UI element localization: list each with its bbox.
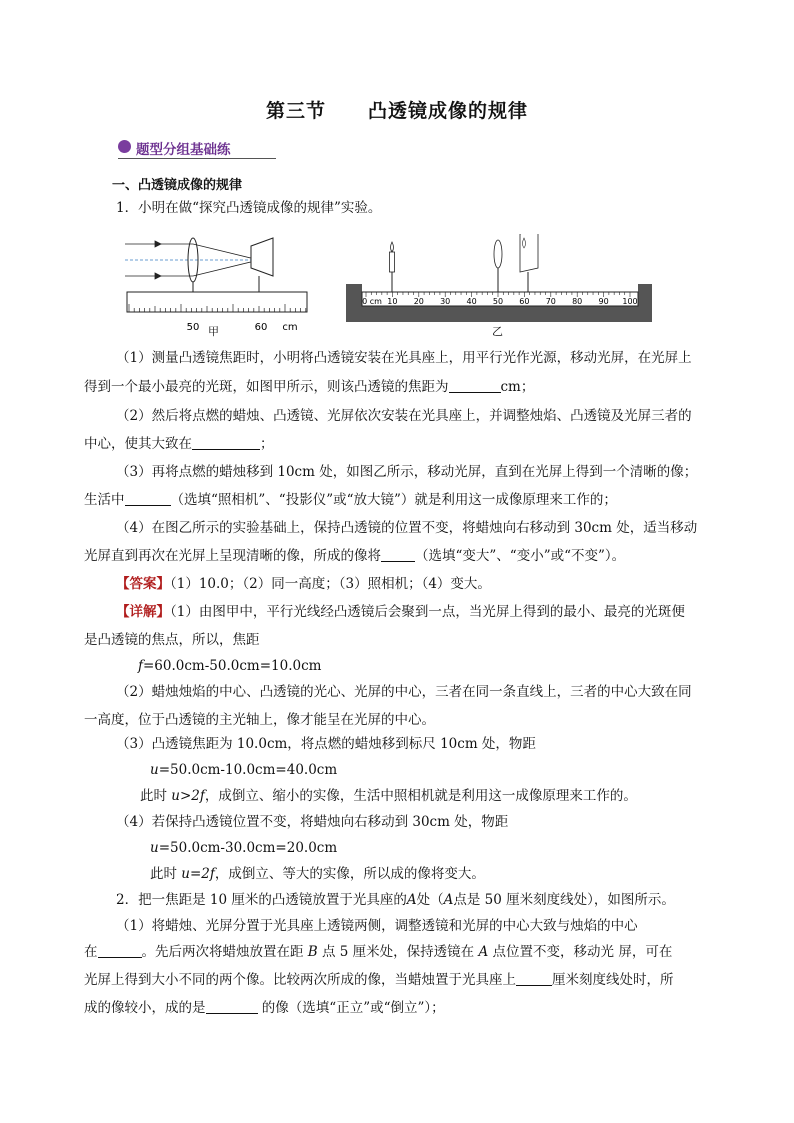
tick-label: 0 cm [362,297,382,306]
detail-4c: 此时 u=2f，成倒立、等大的实像，所以成的像将变大。 [150,866,485,882]
tick-label: 90 [598,297,609,306]
answer-blank-5[interactable] [98,943,142,958]
tick-label: 10 [387,297,398,306]
q2-p1d: 成的像较小，成的是 的像（选填“正立”或“倒立”）； [84,1000,445,1016]
figure-yi [342,234,654,326]
section-number: 第三节 [265,100,326,122]
detail-2a: （2）蜡烛烛焰的中心、凸透镜的光心、光屏的中心，三者在同一条直线上，三者的中心大致在同 [116,684,692,700]
formula-u1: u=50.0cm-10.0cm=40.0cm [150,762,338,778]
tick-label-50: 50 [186,322,200,333]
screen [520,234,538,292]
heading-1: 一、凸透镜成像的规律 [112,178,243,193]
q2-p1b: 在 。先后两次将蜡烛放置在距 B 点 5 厘米处，保持透镜在 A 点位置不变，移动光 屏，可在 [84,944,673,960]
q2-stem: 2．把一焦距是 10 厘米的凸透镜放置于光具座的A处（A点是 50 厘米刻度线处），如图所示。 [116,892,675,908]
answer-blank-2[interactable] [192,435,260,450]
q1-p1b: 得到一个最小最亮的光斑，如图甲所示，则该凸透镜的焦距为 cm； [84,379,535,395]
detail-3a: （3）凸透镜焦距为 10.0cm，将点燃的蜡烛移到标尺 10cm 处，物距 [116,736,536,752]
tick-label: 30 [440,297,451,306]
tick-label-cm: cm [282,322,298,333]
tick-label: 20 [413,297,424,306]
tag-label: 题型分组基础练 [136,142,231,158]
bullet-dot-icon [118,140,131,153]
q1-p3b: 生活中 （选填“照相机”、“投影仪”或“放大镜”）就是利用这一成像原理来工作的； [84,492,617,508]
answer-blank-1[interactable] [449,378,501,393]
tick-label-60: 60 [254,322,268,333]
detail-line-2: 是凸透镜的焦点，所以，焦距 [84,632,260,648]
detail-line-1: 【详解】（1）由图甲中，平行光线经凸透镜后会聚到一点，当光屏上得到的最小、最亮的光斑便 [116,604,685,620]
answer-label: 【答案】 [116,576,170,592]
answer-blank-7[interactable] [206,999,258,1014]
detail-4a: （4）若保持凸透镜位置不变，将蜡烛向右移动到 30cm 处，物距 [116,814,509,830]
tick-label: 50 [492,297,504,306]
detail-3c: 此时 u>2f，成倒立、缩小的实像，生活中照相机就是利用这一成像原理来工作的。 [140,788,637,804]
q1-p4a: （4）在图乙所示的实验基础上，保持凸透镜的位置不变，将蜡烛向右移动到 30cm 处，适当移动 [116,520,698,536]
tick-label: 70 [545,297,556,306]
formula-u2: u=50.0cm-30.0cm=20.0cm [150,840,338,856]
q1-p2a: （2）然后将点燃的蜡烛、凸透镜、光屏依次安装在光具座上，并调整烛焰、凸透镜及光屏三者的 [116,408,692,424]
lens [494,240,502,292]
formula-f: f=60.0cm-50.0cm=10.0cm [138,658,322,674]
light-screen [251,238,273,276]
answer-blank-4[interactable] [381,547,415,562]
section-title: 凸透镜成像的规律 [368,100,529,122]
tick-label: 100 [622,297,638,306]
tick-label: 40 [466,297,477,306]
q1-p4b: 光屏直到再次在光屏上呈现清晰的像，所成的像将 （选填“变大”、“变小”或“不变”）。 [84,548,626,564]
q1-p2b: 中心，使其大致在 ； [84,436,274,452]
caption-yi: 乙 [492,325,503,338]
candle [390,242,395,292]
tick-label: 60 [519,297,530,306]
q2-p1c: 光屏上得到大小不同的两个像。比较两次所成的像，当蜡烛置于光具座上 厘米刻度线处时，所 [84,972,674,988]
answer-blank-6[interactable] [516,971,552,986]
q2-p1a: （1）将蜡烛、光屏分置于光具座上透镜两侧，调整透镜和光屏的中心大致与烛焰的中心 [116,918,638,934]
detail-label: 【详解】 [116,604,170,620]
answer-line: 【答案】（1）10.0；（2）同一高度；（3）照相机；（4）变大。 [116,576,491,592]
tick-label: 80 [572,297,583,306]
page-title [0,96,794,123]
q1-p3a: （3）再将点燃的蜡烛移到 10cm 处，如图乙所示，移动光屏，直到在光屏上得到一个清晰的像； [116,464,698,480]
detail-2b: 一高度，位于凸透镜的主光轴上，像才能呈在光屏的中心。 [84,712,435,728]
answer-blank-3[interactable] [125,491,171,506]
section-tag [118,138,276,159]
caption-jia: 甲 [208,325,219,338]
q1-stem: 1．小明在做“探究凸透镜成像的规律”实验。 [116,200,382,216]
q1-p1a: （1）测量凸透镜焦距时，小明将凸透镜安装在光具座上，用平行光作光源，移动光屏，在光屏上 [116,350,692,366]
